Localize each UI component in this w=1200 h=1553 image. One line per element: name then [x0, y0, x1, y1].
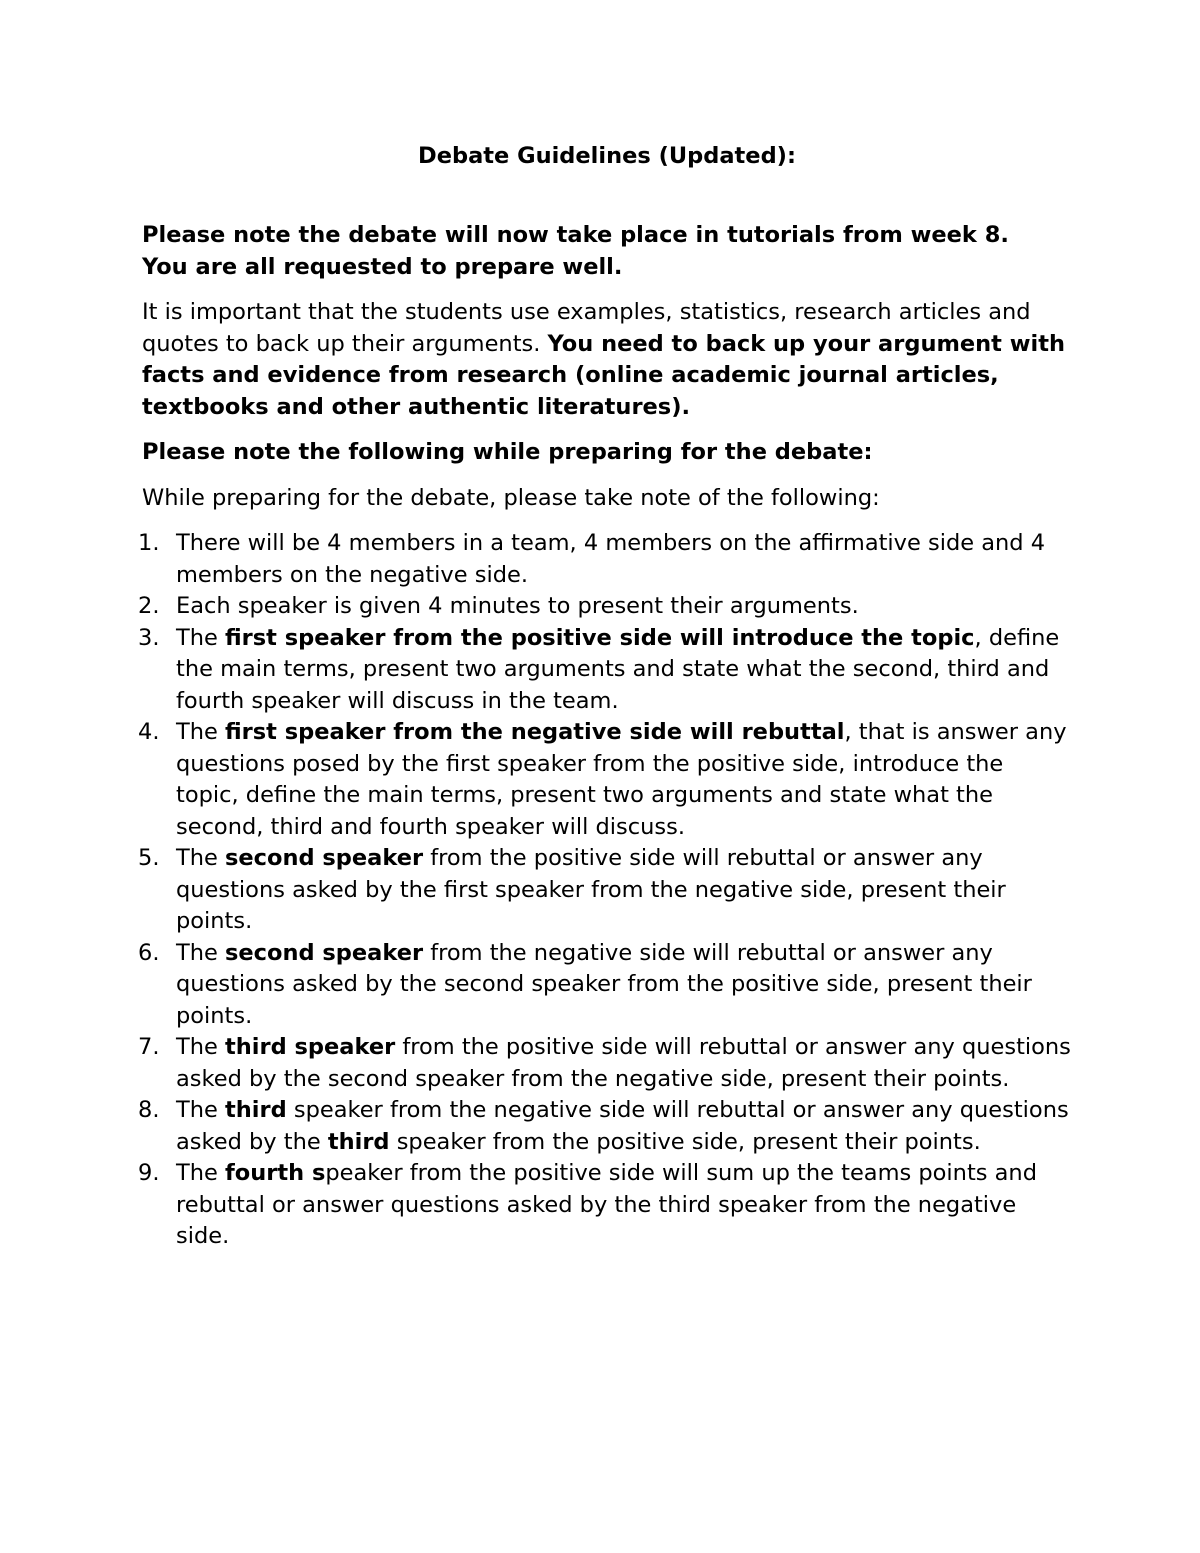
item-text: The	[176, 719, 225, 745]
item-text: speaker from the negative side will rebuttal or answer any questions asked by the	[176, 1097, 1069, 1155]
list-item	[138, 843, 1072, 938]
item-bold-text: third	[327, 1128, 390, 1155]
list-number: 1.	[138, 530, 160, 556]
list-number: 3.	[138, 624, 160, 651]
item-text: , define the main terms, present two arguments and state what the second, third and fourth speaker will discuss in the team.	[176, 624, 1060, 714]
intro-plain-text: It is important that the students use examples, statistics, research articles and quotes to back up their arguments.	[142, 299, 1031, 357]
item-bold-text: second speaker	[225, 845, 424, 871]
item-text: There will be 4 members in a team, 4 members on the affirmative side and 4 members on the negative side.	[176, 530, 1046, 588]
item-text: The	[176, 939, 225, 966]
notice-paragraph	[142, 220, 1072, 283]
list-number: 5.	[138, 845, 160, 871]
intro-paragraph	[142, 297, 1072, 423]
item-bold-text: fourth s	[225, 1160, 326, 1186]
item-text: Each speaker is given 4 minutes to present their arguments.	[176, 593, 859, 619]
notice-line-1: Please note the debate will now take place in tutorials from week 8.	[142, 222, 1009, 248]
item-bold-text: first speaker from the positive side will introduce the topic	[225, 624, 975, 651]
item-text: The	[176, 624, 225, 651]
list-item	[138, 1095, 1072, 1158]
list-item	[138, 528, 1072, 591]
notice-line-2: You are all requested to prepare well.	[142, 253, 623, 280]
list-item	[138, 1032, 1072, 1095]
list-number: 9.	[138, 1160, 160, 1186]
list-number: 7.	[138, 1034, 160, 1060]
item-text: from the negative side will rebuttal or answer any questions asked by the second speaker from the positive side, present their points.	[176, 939, 1032, 1029]
list-number: 8.	[138, 1097, 160, 1123]
item-text: The	[176, 1097, 225, 1123]
guidelines-list	[138, 528, 1072, 1253]
list-item	[138, 717, 1072, 843]
item-text: speaker from the positive side, present their points.	[389, 1128, 981, 1155]
list-item	[138, 591, 1072, 623]
section-subheading: Please note the following while preparing for the debate:	[142, 439, 873, 465]
item-text: The	[176, 845, 225, 871]
document-title: Debate Guidelines (Updated):	[418, 143, 796, 169]
item-text: from the positive side will rebuttal or answer any questions asked by the first speaker from the negative side, present their points.	[176, 845, 1006, 934]
lead-paragraph: While preparing for the debate, please take note of the following:	[142, 484, 880, 511]
list-item	[138, 1158, 1072, 1253]
item-bold-text: third speaker	[225, 1034, 396, 1060]
list-number: 2.	[138, 593, 160, 619]
document-page	[138, 140, 1072, 1253]
list-number: 4.	[138, 719, 160, 745]
item-text: , that is answer any questions posed by the first speaker from the positive side, introduce the topic, define the main terms, present two arguments and state what the second, third and fourth speaker will discuss.	[176, 719, 1067, 840]
item-bold-text: second speaker	[225, 939, 424, 966]
list-item	[138, 623, 1072, 718]
item-text: peaker from the positive side will sum up the teams points and rebuttal or answer questions asked by the third speaker from the negative side.	[176, 1160, 1037, 1249]
item-text: The	[176, 1160, 225, 1186]
list-number: 6.	[138, 939, 160, 966]
item-bold-text: third	[225, 1097, 287, 1123]
intro-bold-text: You need to back up your argument with facts and evidence from research (online academic journal articles, textbooks and other authentic literatures).	[142, 330, 1066, 420]
list-item	[138, 938, 1072, 1033]
item-bold-text: first speaker from the negative side will rebuttal	[225, 719, 845, 745]
item-text: The	[176, 1034, 225, 1060]
item-text: from the positive side will rebuttal or answer any questions asked by the second speaker from the negative side, present their points.	[176, 1034, 1071, 1092]
